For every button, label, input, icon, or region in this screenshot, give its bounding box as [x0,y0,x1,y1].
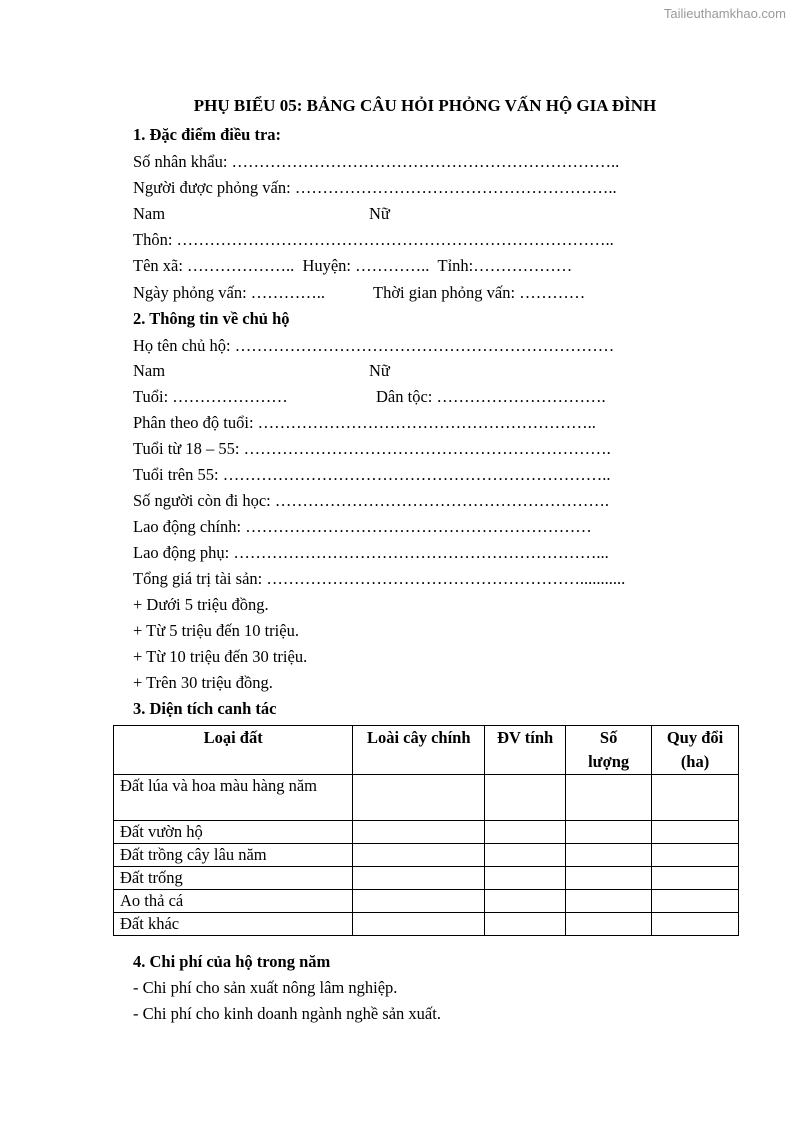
header-loai-dat: Loại đất [114,726,353,775]
option-nam-1: Nam [133,204,166,223]
field-ten-xa: Tên xã: ……………….. [133,256,299,275]
cell-loai-dat: Đất vườn hộ [114,821,353,844]
field-phan-theo-do-tuoi: Phân theo độ tuổi: …………………………………………………….. [133,413,596,432]
cell-empty [353,821,485,844]
table-header-row [114,726,739,775]
field-thoi-gian-phong-van: Thời gian phỏng vấn: ………… [373,283,586,302]
cell-empty [485,867,566,890]
table-row [114,775,739,821]
cell-empty [353,844,485,867]
cell-empty [652,890,739,913]
table-row [114,821,739,844]
watermark: Tailieuthamkhao.com [663,6,786,21]
field-tuoi: Tuổi: ………………… [133,387,288,406]
cell-empty [566,844,652,867]
field-lao-dong-phu: Lao động phụ: …………………………………………………………... [133,543,609,562]
cell-empty [485,913,566,936]
field-ngay-phong-van: Ngày phỏng vấn: ………….. [133,283,326,302]
header-quy-doi [652,726,739,775]
cell-empty [652,775,739,821]
asset-option: + Từ 5 triệu đến 10 triệu. [133,621,299,640]
cell-empty [652,913,739,936]
field-tuoi-tren-55: Tuổi trên 55: …………………………………………………………….. [133,465,611,484]
cell-empty [566,867,652,890]
cell-empty [485,844,566,867]
field-tuoi-18-55: Tuổi từ 18 – 55: …………………………………………………………. [133,439,611,458]
cell-loai-dat: Đất trồng cây lâu năm [114,844,353,867]
table-row [114,844,739,867]
cell-loai-dat: Ao thả cá [114,890,353,913]
field-tong-gia-tri-tai-san: Tổng giá trị tài sản: …………………………………………………........... [133,569,626,588]
asset-option: + Từ 10 triệu đến 30 triệu. [133,647,308,666]
cell-empty [566,890,652,913]
section1-heading: 1. Đặc điểm điều tra: [133,125,282,144]
cell-empty [566,821,652,844]
cell-loai-dat: Đất lúa và hoa màu hàng năm [114,775,353,821]
section2-heading: 2. Thông tin về chủ hộ [133,309,290,328]
field-so-nguoi-di-hoc: Số người còn đi học: ……………………………………………………. [133,491,609,510]
section3-heading: 3. Diện tích canh tác [133,699,277,718]
field-lao-dong-chinh: Lao động chính: ……………………………………………………… [133,517,592,536]
header-loai-cay-chinh: Loài cây chính [353,726,485,775]
field-dia-chi [133,256,572,276]
cell-empty [485,821,566,844]
cell-empty [566,913,652,936]
cell-empty [485,775,566,821]
header-so-luong [566,726,652,775]
table-row [114,867,739,890]
page-title: PHỤ BIỂU 05: BẢNG CÂU HỎI PHỎNG VẤN HỘ GIA ĐÌNH [193,96,657,115]
option-nu-1: Nữ [369,204,390,223]
cell-empty [652,867,739,890]
cell-empty [652,844,739,867]
asset-option: + Trên 30 triệu đồng. [133,673,273,692]
table-row [114,913,739,936]
header-quy-doi-line2: (ha) [680,752,710,771]
cell-empty [353,890,485,913]
section4-heading: 4. Chi phí của hộ trong năm [133,952,331,971]
field-ho-ten-chu-ho: Họ tên chủ hộ: …………………………………………………………… [133,336,615,355]
table-row [114,890,739,913]
header-dv-tinh: ĐV tính [485,726,566,775]
cell-loai-dat: Đất khác [114,913,353,936]
expense-item: - Chi phí cho sản xuất nông lâm nghiệp. [133,978,398,997]
cell-empty [566,775,652,821]
field-nguoi-phong-van: Người được phỏng vấn: ………………………………………………….. [133,178,617,197]
field-so-nhan-khau: Số nhân khẩu: …………………………………………………………….. [133,152,620,171]
expense-item: - Chi phí cho kinh doanh ngành nghề sản xuất. [133,1004,441,1023]
field-dan-toc: Dân tộc: …………………………. [376,387,606,406]
cell-empty [485,890,566,913]
asset-option: + Dưới 5 triệu đồng. [133,595,269,614]
cell-empty [353,867,485,890]
cell-empty [353,775,485,821]
field-thon: Thôn: …………………………………………………………………….. [133,230,614,249]
option-nam-2: Nam [133,361,166,380]
field-huyen: Huyện: ………….. [302,256,434,275]
cell-empty [652,821,739,844]
field-tinh: Tỉnh:……………… [437,256,573,275]
cell-empty [353,913,485,936]
cell-loai-dat: Đất trống [114,867,353,890]
header-so-luong-line2: lượng [588,752,630,771]
land-area-table [113,725,739,936]
header-quy-doi-line1: Quy đổi [666,728,724,747]
option-nu-2: Nữ [369,361,390,380]
header-so-luong-line1: Số [599,728,618,747]
